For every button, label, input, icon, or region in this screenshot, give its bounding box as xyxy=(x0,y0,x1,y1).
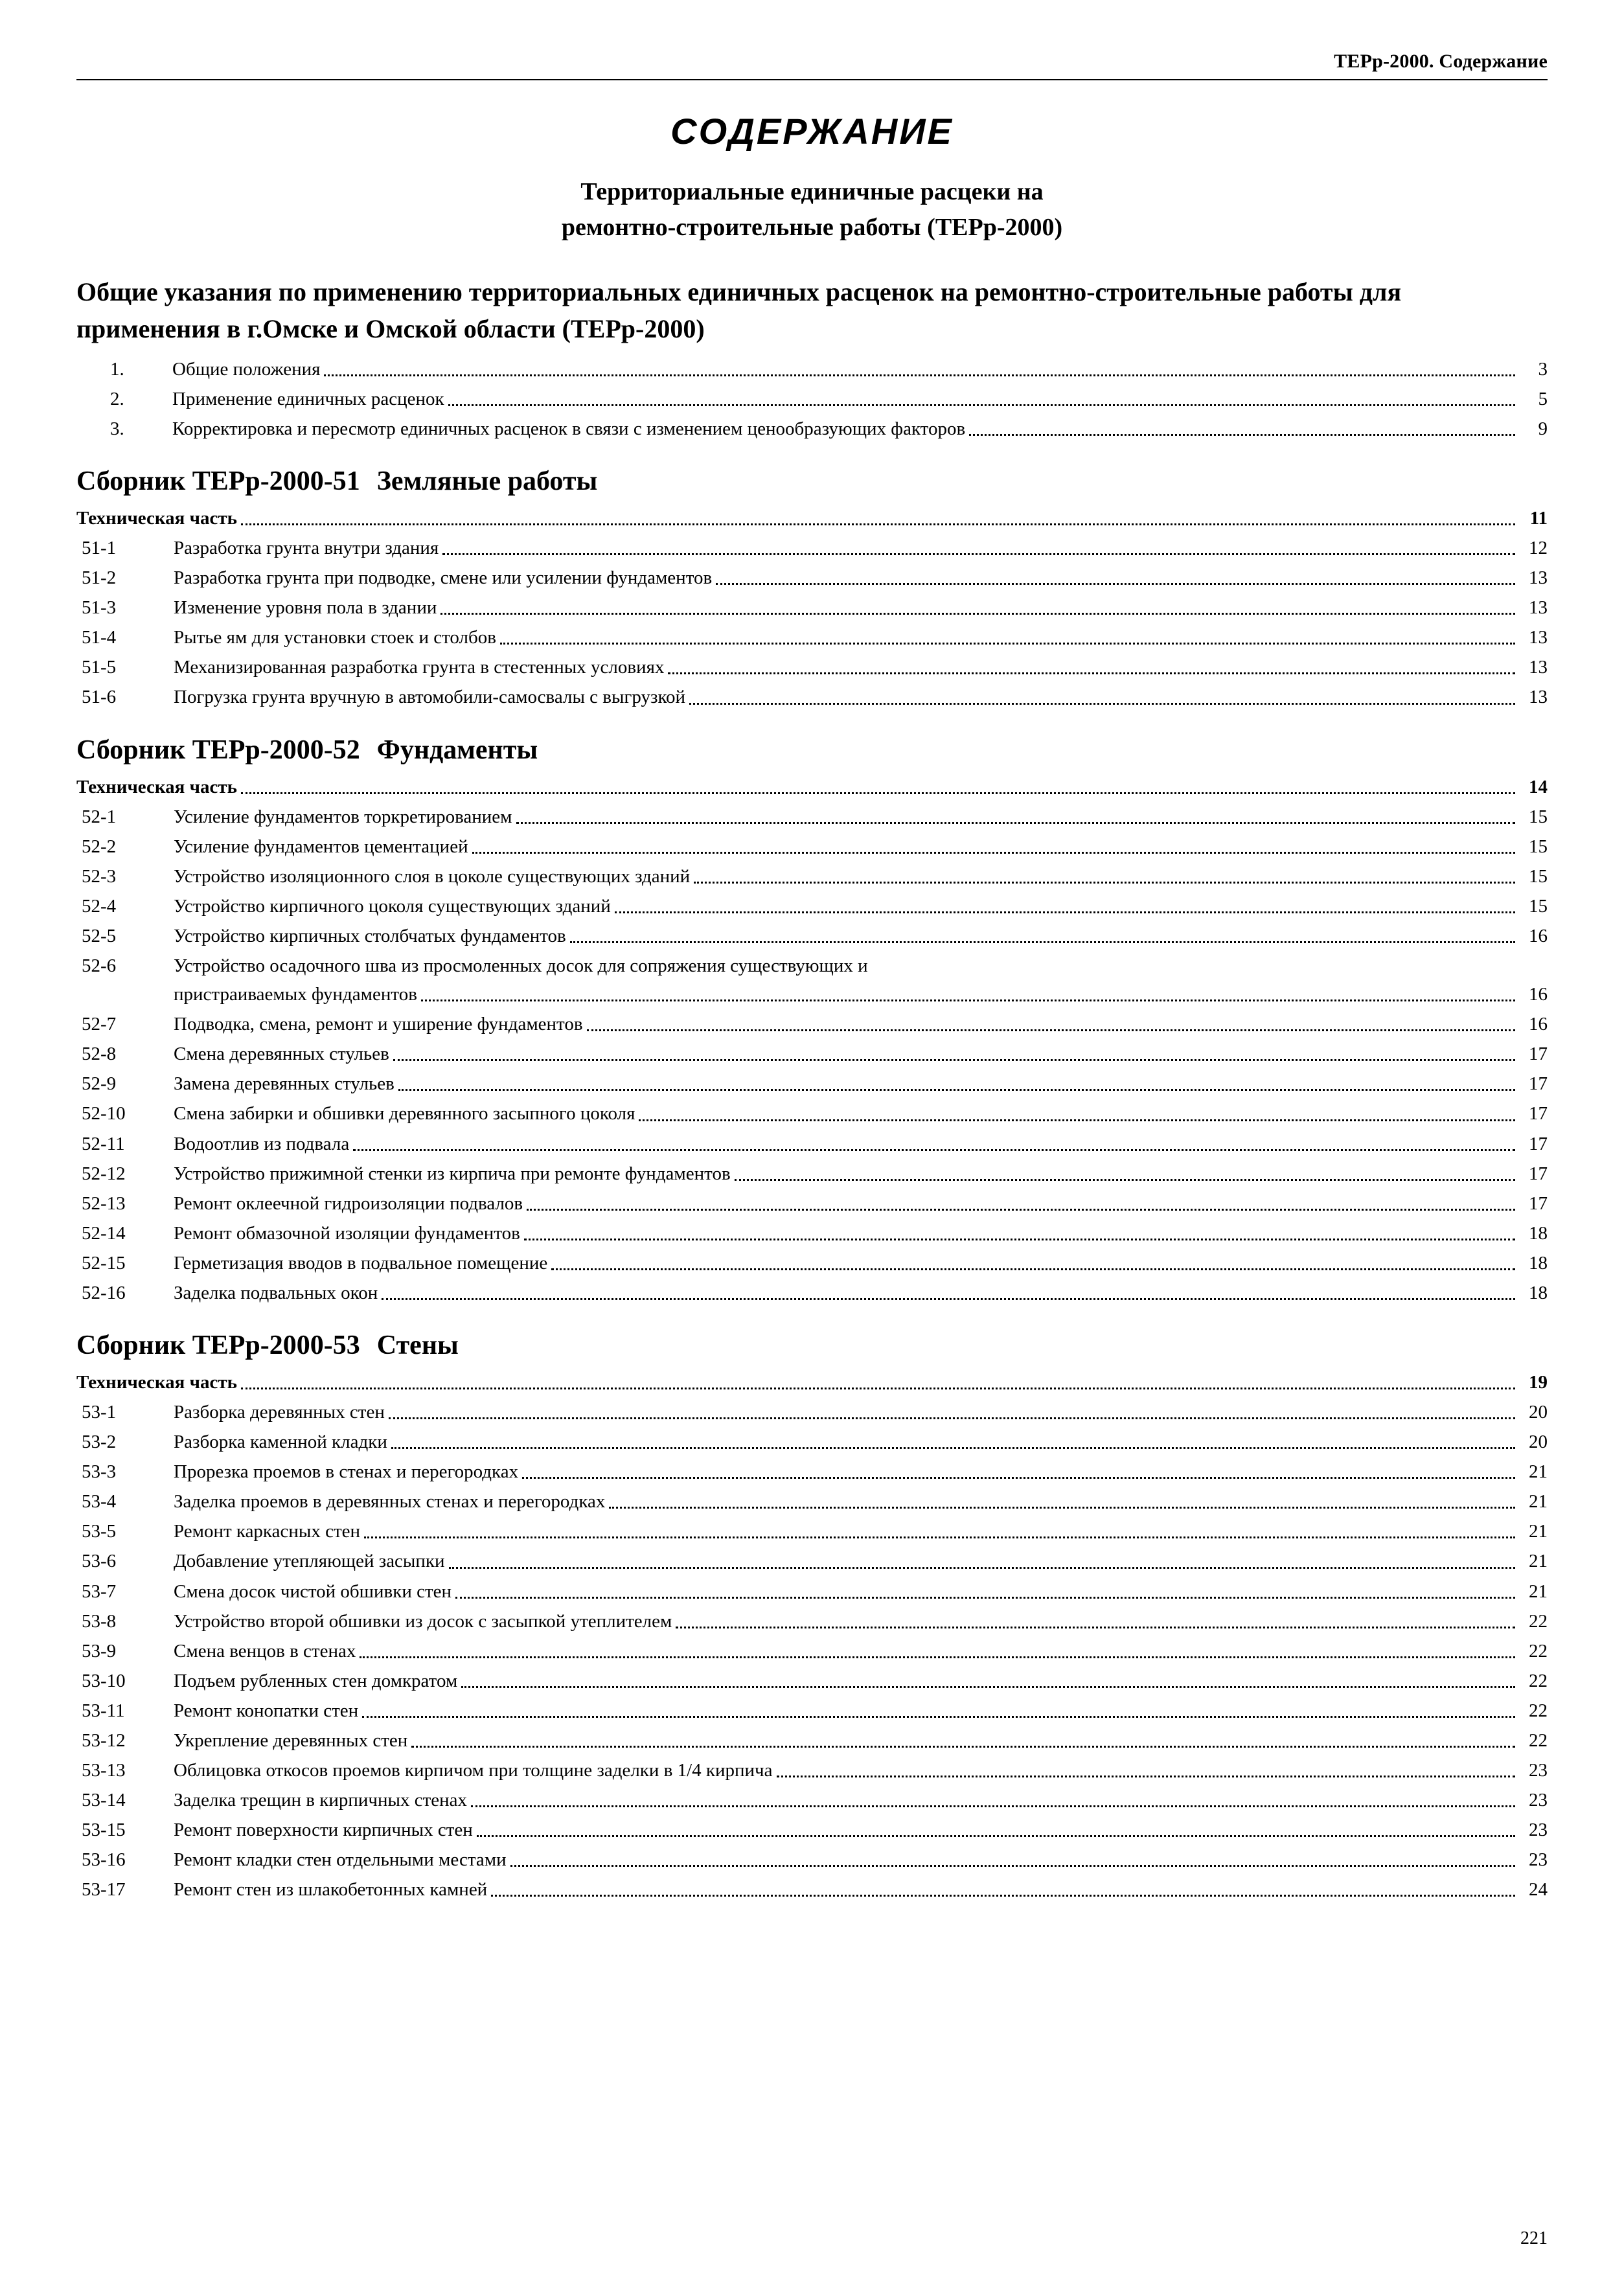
item-label: Ремонт оклеечной гидроизоляции подвалов xyxy=(174,1193,523,1214)
item-page: 20 xyxy=(1529,1432,1548,1453)
collection-name: Фундаменты xyxy=(376,735,538,765)
leader-dots xyxy=(448,404,1515,406)
item-number: 52-8 xyxy=(82,1044,117,1065)
item-label: Устройство изоляционного слоя в цоколе существующих зданий xyxy=(174,865,691,887)
collection-heading-51 xyxy=(76,466,1548,497)
list-item[interactable] xyxy=(76,622,1548,652)
toc-list-53 xyxy=(76,1367,1548,1904)
leader-dots xyxy=(609,1506,1515,1509)
list-item[interactable] xyxy=(76,593,1548,622)
item-number: 52-11 xyxy=(82,1133,125,1154)
intro-toc-list xyxy=(76,354,1548,444)
list-item[interactable] xyxy=(76,1666,1548,1696)
leader-dots xyxy=(393,1058,1515,1061)
item-label: Заделка проемов в деревянных стенах и перегородках xyxy=(174,1491,606,1513)
item-page: 18 xyxy=(1529,1222,1548,1244)
item-number: 53-14 xyxy=(82,1790,126,1811)
leader-dots xyxy=(324,374,1515,376)
leader-dots xyxy=(491,1894,1515,1897)
item-label: Заделка подвальных окон xyxy=(174,1282,378,1303)
document-subtitle xyxy=(76,174,1548,246)
list-item[interactable] xyxy=(76,1815,1548,1845)
leader-dots xyxy=(411,1745,1515,1748)
item-number: 53-2 xyxy=(82,1432,117,1453)
item-number: 53-7 xyxy=(82,1581,117,1602)
item-number: 51-2 xyxy=(82,567,117,589)
item-label: Водоотлив из подвала xyxy=(174,1133,350,1154)
list-item[interactable] xyxy=(76,1606,1548,1636)
item-number: 53-8 xyxy=(82,1610,117,1632)
leader-dots xyxy=(587,1029,1515,1031)
item-number: 53-13 xyxy=(82,1759,126,1781)
item-label: Рытье ям для установки стоек и столбов xyxy=(174,627,496,648)
item-page: 23 xyxy=(1529,1790,1548,1811)
item-number: 51-4 xyxy=(82,627,117,648)
item-number: 51-3 xyxy=(82,597,117,619)
collection-code: Сборник ТЕРр-2000-52 xyxy=(76,735,360,765)
leader-dots xyxy=(421,999,1515,1001)
list-item[interactable] xyxy=(76,1427,1548,1457)
item-page: 16 xyxy=(1529,1014,1548,1035)
item-number: 53-5 xyxy=(82,1521,117,1542)
leader-dots xyxy=(639,1119,1515,1121)
item-page: 21 xyxy=(1529,1581,1548,1602)
list-item[interactable] xyxy=(76,1278,1548,1308)
item-number: 53-12 xyxy=(82,1730,126,1751)
list-item[interactable] xyxy=(76,1516,1548,1546)
item-page: 22 xyxy=(1529,1730,1548,1751)
item-label: Техническая часть xyxy=(76,1371,237,1393)
item-page: 23 xyxy=(1529,1849,1548,1871)
leader-dots xyxy=(510,1864,1515,1867)
list-item[interactable] xyxy=(76,1577,1548,1606)
item-number: 52-10 xyxy=(82,1103,126,1125)
item-label: Изменение уровня пола в здании xyxy=(174,597,437,619)
item-page: 22 xyxy=(1529,1670,1548,1691)
leader-dots xyxy=(461,1685,1515,1688)
item-label: Ремонт обмазочной изоляции фундаментов xyxy=(174,1222,520,1244)
item-page: 14 xyxy=(1529,776,1548,797)
page-number: 221 xyxy=(1520,2228,1548,2248)
item-label: Смена деревянных стульев xyxy=(174,1044,389,1065)
item-label: Устройство кирпичных столбчатых фундаментов xyxy=(174,925,566,946)
list-item[interactable] xyxy=(76,652,1548,682)
item-label-continued: пристраиваемых фундаментов xyxy=(174,984,417,1005)
list-item[interactable] xyxy=(76,951,1548,1009)
item-label: Устройство осадочного шва из просмоленных досок для сопряжения существующих и xyxy=(174,955,868,977)
item-page: 17 xyxy=(1529,1073,1548,1095)
item-page: 17 xyxy=(1529,1133,1548,1154)
leader-dots xyxy=(668,672,1515,674)
item-number: 53-1 xyxy=(82,1402,117,1423)
item-number: 53-3 xyxy=(82,1461,117,1483)
item-label: Облицовка откосов проемов кирпичом при толщине заделки в 1/4 кирпича xyxy=(174,1759,773,1781)
item-page: 16 xyxy=(1529,925,1548,946)
list-item[interactable] xyxy=(76,1636,1548,1666)
leader-dots xyxy=(516,821,1515,824)
item-label: Разборка каменной кладки xyxy=(174,1432,387,1453)
item-number: 52-16 xyxy=(82,1282,126,1303)
list-item[interactable] xyxy=(76,1875,1548,1904)
list-item[interactable] xyxy=(76,1487,1548,1516)
item-number: 53-10 xyxy=(82,1670,126,1691)
item-label: Смена венцов в стенах xyxy=(174,1640,356,1662)
item-label: Ремонт кладки стен отдельными местами xyxy=(174,1849,507,1871)
leader-dots xyxy=(241,523,1515,525)
item-page: 21 xyxy=(1529,1551,1548,1572)
technical-part-row[interactable] xyxy=(76,503,1548,533)
technical-part-row[interactable] xyxy=(76,1367,1548,1397)
item-label: Устройство прижимной стенки из кирпича при ремонте фундаментов xyxy=(174,1163,731,1184)
item-page: 19 xyxy=(1529,1371,1548,1393)
leader-dots xyxy=(241,1387,1515,1389)
item-label: Замена деревянных стульев xyxy=(174,1073,395,1095)
item-page: 13 xyxy=(1529,597,1548,619)
item-label: Погрузка грунта вручную в автомобили-самосвалы с выгрузкой xyxy=(174,687,686,708)
leader-dots xyxy=(524,1238,1515,1240)
item-page: 21 xyxy=(1529,1491,1548,1513)
list-item[interactable] xyxy=(76,1189,1548,1218)
leader-dots xyxy=(477,1834,1515,1837)
item-label: Подъем рубленных стен домкратом xyxy=(174,1670,458,1691)
item-label: Подводка, смена, ремонт и уширение фундаментов xyxy=(174,1014,583,1035)
item-number: 52-9 xyxy=(82,1073,117,1095)
leader-dots xyxy=(472,851,1515,854)
item-page: 13 xyxy=(1529,567,1548,589)
item-page: 22 xyxy=(1529,1700,1548,1721)
collection-heading-53 xyxy=(76,1330,1548,1361)
item-page: 15 xyxy=(1529,865,1548,887)
item-label: Ремонт конопатки стен xyxy=(174,1700,359,1721)
list-item[interactable] xyxy=(76,1457,1548,1487)
item-label: Механизированная разработка грунта в стестенных условиях xyxy=(174,657,665,678)
item-page: 13 xyxy=(1529,687,1548,708)
item-number: 53-15 xyxy=(82,1820,126,1841)
leader-dots xyxy=(500,642,1515,645)
item-page: 9 xyxy=(1538,418,1548,439)
item-number: 52-15 xyxy=(82,1252,126,1273)
item-page: 22 xyxy=(1529,1640,1548,1662)
leader-dots xyxy=(391,1446,1515,1449)
item-label: Ремонт каркасных стен xyxy=(174,1521,361,1542)
header-divider xyxy=(76,79,1548,80)
item-number: 52-3 xyxy=(82,865,117,887)
item-label: Разработка грунта при подводке, смене или усилении фундаментов xyxy=(174,567,713,589)
item-number: 52-14 xyxy=(82,1222,126,1244)
item-label: Разборка деревянных стен xyxy=(174,1402,385,1423)
running-head: ТЕРр-2000. Содержание xyxy=(1334,51,1548,72)
item-page: 17 xyxy=(1529,1103,1548,1125)
item-page: 21 xyxy=(1529,1461,1548,1483)
list-item[interactable] xyxy=(76,1159,1548,1189)
list-item[interactable] xyxy=(76,533,1548,563)
item-number: 3. xyxy=(110,418,124,439)
leader-dots xyxy=(449,1566,1515,1569)
leader-dots xyxy=(615,911,1515,913)
list-item[interactable] xyxy=(76,1397,1548,1427)
item-label: Ремонт стен из шлакобетонных камней xyxy=(174,1879,488,1901)
item-number: 52-5 xyxy=(82,925,117,946)
leader-dots xyxy=(455,1596,1515,1599)
item-label: Прорезка проемов в стенах и перегородках xyxy=(174,1461,519,1483)
item-label: Корректировка и пересмотр единичных расценок в связи с изменением ценообразующих факторов xyxy=(172,418,966,439)
item-label: Смена досок чистой обшивки стен xyxy=(174,1581,452,1602)
list-item[interactable] xyxy=(76,1726,1548,1755)
item-page: 13 xyxy=(1529,657,1548,678)
item-number: 52-13 xyxy=(82,1193,126,1214)
item-label: Усиление фундаментов цементацией xyxy=(174,836,468,857)
item-number: 53-9 xyxy=(82,1640,117,1662)
leader-dots xyxy=(471,1805,1515,1807)
leader-dots xyxy=(360,1656,1515,1658)
item-page: 11 xyxy=(1529,508,1548,529)
item-page: 18 xyxy=(1529,1282,1548,1303)
item-page: 15 xyxy=(1529,895,1548,917)
list-item[interactable] xyxy=(76,1248,1548,1278)
item-number: 53-11 xyxy=(82,1700,125,1721)
item-number: 52-1 xyxy=(82,806,117,827)
list-item[interactable] xyxy=(76,563,1548,593)
leader-dots xyxy=(353,1148,1515,1151)
item-page: 22 xyxy=(1529,1610,1548,1632)
leader-dots xyxy=(364,1536,1515,1538)
list-item[interactable] xyxy=(76,414,1548,444)
leader-dots xyxy=(398,1088,1515,1091)
item-label: Добавление утепляющей засыпки xyxy=(174,1551,445,1572)
item-page: 17 xyxy=(1529,1163,1548,1184)
leader-dots xyxy=(716,582,1515,585)
subtitle-line-2: ремонтно-строительные работы (ТЕРр-2000) xyxy=(561,214,1063,242)
item-label: Устройство кирпичного цоколя существующих зданий xyxy=(174,895,611,917)
item-label: Общие положения xyxy=(172,358,321,380)
list-item[interactable] xyxy=(76,1069,1548,1099)
list-item[interactable] xyxy=(76,1696,1548,1726)
item-label: Укрепление деревянных стен xyxy=(174,1730,408,1751)
collection-heading-52 xyxy=(76,735,1548,766)
item-number: 52-7 xyxy=(82,1014,117,1035)
technical-part-row[interactable] xyxy=(76,772,1548,802)
collection-code: Сборник ТЕРр-2000-51 xyxy=(76,466,360,497)
item-label: Разработка грунта внутри здания xyxy=(174,538,439,559)
item-page: 15 xyxy=(1529,806,1548,827)
item-label: Заделка трещин в кирпичных стенах xyxy=(174,1790,468,1811)
item-page: 17 xyxy=(1529,1044,1548,1065)
intro-heading: Общие указания по применению территориальных единичных расценок на ремонтно-строительные работы для применения в г.Омске и Омской области (ТЕРр-2000) xyxy=(76,277,1402,343)
leader-dots xyxy=(969,433,1515,436)
item-page: 20 xyxy=(1529,1402,1548,1423)
list-item[interactable] xyxy=(76,1546,1548,1576)
list-item[interactable] xyxy=(76,862,1548,891)
list-item[interactable] xyxy=(76,1845,1548,1875)
leader-dots xyxy=(442,553,1515,555)
list-item[interactable] xyxy=(76,384,1548,414)
collection-code: Сборник ТЕРр-2000-53 xyxy=(76,1330,360,1360)
item-page: 15 xyxy=(1529,836,1548,857)
item-number: 53-4 xyxy=(82,1491,117,1513)
item-page: 18 xyxy=(1529,1252,1548,1273)
item-label: Смена забирки и обшивки деревянного засыпного цоколя xyxy=(174,1103,635,1125)
item-page: 16 xyxy=(1529,984,1548,1005)
leader-dots xyxy=(570,941,1515,943)
item-number: 52-6 xyxy=(82,955,117,977)
list-item[interactable] xyxy=(76,921,1548,951)
item-page: 13 xyxy=(1529,627,1548,648)
leader-dots xyxy=(440,612,1515,615)
list-item[interactable] xyxy=(76,1039,1548,1069)
item-number: 52-12 xyxy=(82,1163,126,1184)
item-number: 53-17 xyxy=(82,1879,126,1901)
list-item[interactable] xyxy=(76,1009,1548,1039)
item-page: 23 xyxy=(1529,1759,1548,1781)
item-label: Герметизация вводов в подвальное помещение xyxy=(174,1252,548,1273)
item-label: Ремонт поверхности кирпичных стен xyxy=(174,1820,473,1841)
item-page: 23 xyxy=(1529,1820,1548,1841)
item-page: 21 xyxy=(1529,1521,1548,1542)
item-number: 51-1 xyxy=(82,538,117,559)
list-item[interactable] xyxy=(76,1129,1548,1159)
list-item[interactable] xyxy=(76,891,1548,921)
collection-name: Земляные работы xyxy=(376,466,598,497)
item-number: 52-2 xyxy=(82,836,117,857)
leader-dots xyxy=(735,1178,1515,1181)
leader-dots xyxy=(676,1626,1515,1628)
page-title: СОДЕРЖАНИЕ xyxy=(670,111,954,152)
item-label: Устройство второй обшивки из досок с засыпкой утеплителем xyxy=(174,1610,672,1632)
item-number: 1. xyxy=(110,358,124,380)
item-number: 52-4 xyxy=(82,895,117,917)
leader-dots xyxy=(389,1417,1515,1419)
item-page: 24 xyxy=(1529,1879,1548,1901)
leader-dots xyxy=(522,1476,1515,1479)
list-item[interactable] xyxy=(76,1218,1548,1248)
leader-dots xyxy=(551,1268,1515,1270)
item-number: 2. xyxy=(110,388,124,409)
list-item[interactable] xyxy=(76,1099,1548,1128)
item-number: 51-5 xyxy=(82,657,117,678)
toc-list-51 xyxy=(76,503,1548,713)
list-item[interactable] xyxy=(76,354,1548,384)
list-item[interactable] xyxy=(76,1785,1548,1815)
list-item[interactable] xyxy=(76,832,1548,862)
item-number: 51-6 xyxy=(82,687,117,708)
item-label: Техническая часть xyxy=(76,508,237,529)
toc-list-52 xyxy=(76,772,1548,1308)
subtitle-line-1: Территориальные единичные расцеки на xyxy=(580,178,1044,205)
collection-name: Стены xyxy=(376,1330,459,1360)
item-label: Техническая часть xyxy=(76,776,237,797)
leader-dots xyxy=(689,702,1515,705)
list-item[interactable] xyxy=(76,802,1548,832)
item-page: 5 xyxy=(1538,388,1548,409)
item-label: Применение единичных расценок xyxy=(172,388,444,409)
item-label: Усиление фундаментов торкретированием xyxy=(174,806,512,827)
list-item[interactable] xyxy=(76,682,1548,712)
item-number: 53-16 xyxy=(82,1849,126,1871)
leader-dots xyxy=(777,1775,1515,1777)
item-page: 17 xyxy=(1529,1193,1548,1214)
item-page: 3 xyxy=(1538,358,1548,380)
leader-dots xyxy=(241,792,1515,794)
leader-dots xyxy=(694,881,1515,884)
item-page: 12 xyxy=(1529,538,1548,559)
leader-dots xyxy=(362,1715,1515,1718)
leader-dots xyxy=(527,1208,1515,1211)
leader-dots xyxy=(382,1297,1515,1300)
list-item[interactable] xyxy=(76,1755,1548,1785)
item-number: 53-6 xyxy=(82,1551,117,1572)
